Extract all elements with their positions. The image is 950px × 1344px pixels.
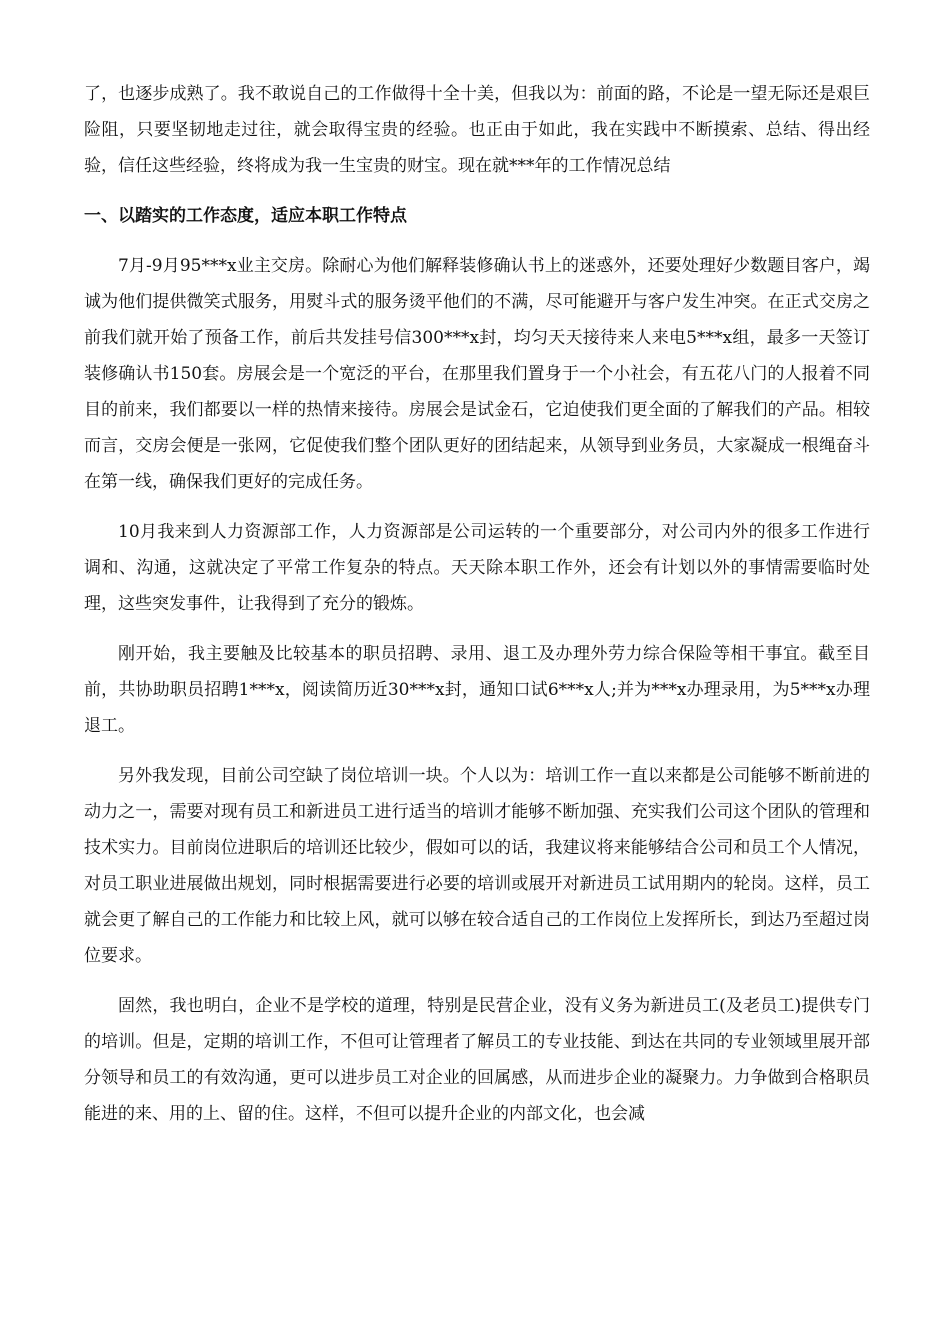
paragraph-enterprise: 固然，我也明白，企业不是学校的道理，特别是民营企业，没有义务为新进员工(及老员工)提供专门的培训。但是，定期的培训工作，不但可让管理者了解员工的专业技能、到达在共同的专业领域里展开部分领导和员工的有效沟通，更可以进步员工对企业的回属感，从而进步企业的凝聚力。力争做到合格职员能进的来、用的上、留的住。这样，不但可以提升企业的内部文化，也会减: [84, 996, 870, 1124]
paragraph-training: 另外我发现，目前公司空缺了岗位培训一块。个人以为：培训工作一直以来都是公司能够不断前进的动力之一，需要对现有员工和新进员工进行适当的培训才能够不断加强、充实我们公司这个团队的管理和技术实力。目前岗位进职后的培训还比较少，假如可以的话，我建议将来能够结合公司和员工个人情况，对员工职业进展做出规划，同时根据需要进行必要的培训或展开对新进员工试用期内的轮岗。这样，员工就会更了解自己的工作能力和比较上风，就可以够在较合适自己的工作岗位上发挥所长，到达乃至超过岗位要求。: [84, 766, 870, 966]
paragraph-handover: 7月-9月95***x业主交房。除耐心为他们解释装修确认书上的迷惑外，还要处理好少数题目客户，竭诚为他们提供微笑式服务，用熨斗式的服务烫平他们的不满，尽可能避开与客户发生冲突。在正式交房之前我们就开始了预备工作，前后共发挂号信300***x封，均匀天天接待来人来电5***x组，最多一天签订装修确认书150套。房展会是一个宽泛的平台，在那里我们置身于一个小社会，有五花八门的人报着不同目的前来，我们都要以一样的热情来接待。房展会是试金石，它迫使我们更全面的了解我们的产品。相较而言，交房会便是一张网，它促使我们整个团队更好的团结起来，从领导到业务员，大家凝成一根绳奋斗在第一线，确保我们更好的完成任务。: [84, 256, 870, 492]
document-page: [84, 76, 870, 1146]
section-heading: 一、以踏实的工作态度，适应本职工作特点: [84, 206, 407, 226]
paragraph-hr-department: 10月我来到人力资源部工作，人力资源部是公司运转的一个重要部分，对公司内外的很多工作进行调和、沟通，这就决定了平常工作复杂的特点。天天除本职工作外，还会有计划以外的事情需要临时处理，这些突发事件，让我得到了充分的锻炼。: [84, 522, 870, 614]
paragraph-recruitment: 刚开始，我主要触及比较基本的职员招聘、录用、退工及办理外劳力综合保险等相干事宜。截至目前，共协助职员招聘1***x，阅读简历近30***x封，通知口试6***x人;并为***x办理录用，为5***x办理退工。: [84, 644, 870, 736]
paragraph-intro: 了，也逐步成熟了。我不敢说自己的工作做得十全十美，但我以为：前面的路，不论是一望无际还是艰巨险阻，只要坚韧地走过往，就会取得宝贵的经验。也正由于如此，我在实践中不断摸索、总结、得出经验，信任这些经验，终将成为我一生宝贵的财宝。现在就***年的工作情况总结: [84, 84, 870, 176]
